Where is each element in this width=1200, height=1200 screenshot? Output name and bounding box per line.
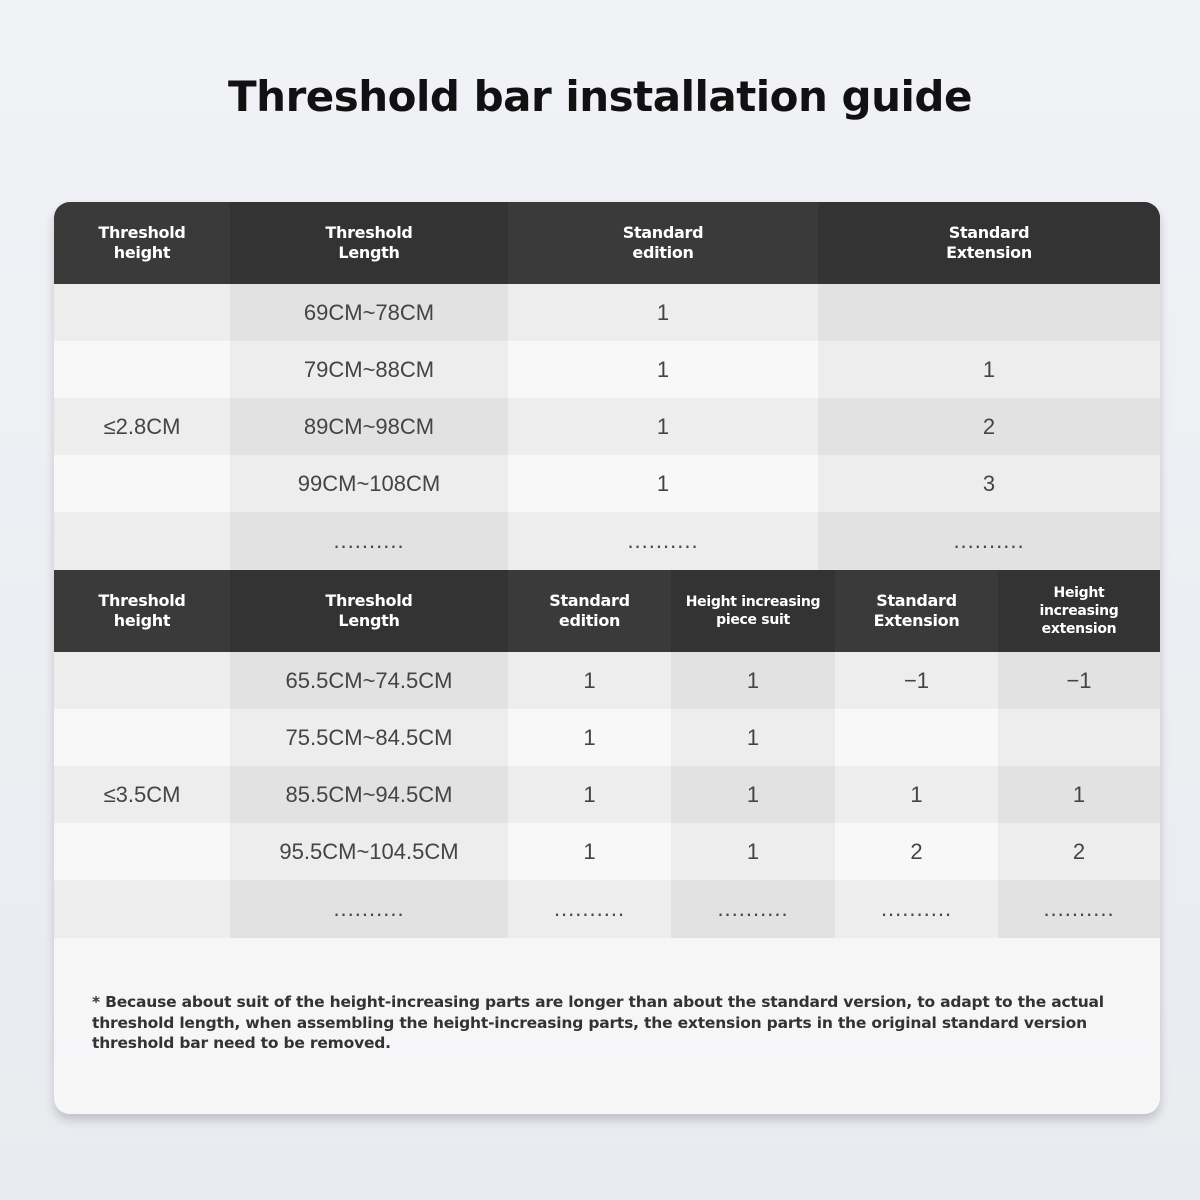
length-cell: 79CM~88CM — [230, 341, 508, 398]
standard-extension-cell: 3 — [818, 455, 1160, 512]
standard-edition-cell: 1 — [656, 470, 670, 496]
standard-edition-cell: 1 — [656, 413, 670, 439]
height-piece-suit-cell: 1 — [671, 823, 835, 880]
height-extension-cell: −1 — [998, 652, 1160, 709]
height-extension-cell: 1 — [998, 766, 1160, 823]
standard-edition-cell: 1 — [583, 724, 596, 750]
standard-edition-cell: 1 — [583, 838, 596, 864]
ellipsis-cell: .......... — [998, 880, 1160, 938]
ellipsis-cell: .......... — [671, 880, 835, 938]
page-title: Threshold bar installation guide — [228, 72, 972, 121]
length-cell: 95.5CM~104.5CM — [230, 823, 508, 880]
ellipsis-cell: .......... — [230, 512, 508, 570]
length-cell: 65.5CM~74.5CM — [230, 652, 508, 709]
threshold-height-cell: ≤3.5CM — [103, 782, 181, 807]
standard-extension-cell: 2 — [818, 398, 1160, 455]
ellipsis-cell: .......... — [880, 896, 953, 921]
footnote: * Because about suit of the height-increasing parts are longer than about the standard version, to adapt to the actual threshold length, when assembling the height-increasing parts, the extension parts in the original standard version threshold bar need to be removed. — [92, 993, 1104, 1052]
header-standard-edition: Standard edition — [549, 591, 630, 630]
ellipsis-cell: .......... — [230, 880, 508, 938]
header-threshold-length: Threshold Length — [230, 570, 508, 652]
length-cell: 69CM~78CM — [230, 284, 508, 341]
header-threshold-height: Threshold height — [98, 223, 186, 262]
table-header-row — [54, 570, 1160, 652]
threshold-height-cell: ≤2.8CM — [103, 414, 181, 439]
installation-guide-card — [54, 202, 1160, 1114]
height-piece-suit-cell: 1 — [671, 709, 835, 766]
header-standard-extension: Standard Extension — [873, 591, 960, 630]
length-cell: 85.5CM~94.5CM — [230, 766, 508, 823]
length-cell: 89CM~98CM — [230, 398, 508, 455]
header-threshold-height: Threshold height — [98, 591, 186, 630]
length-cell: 75.5CM~84.5CM — [230, 709, 508, 766]
standard-extension-cell — [835, 709, 998, 766]
header-standard-extension: Standard Extension — [818, 202, 1160, 284]
standard-extension-cell: 2 — [910, 838, 923, 864]
ellipsis-cell: .......... — [818, 512, 1160, 570]
ellipsis-cell: .......... — [553, 896, 626, 921]
ellipsis-cell: .......... — [627, 528, 699, 553]
header-height-increasing-extension: Height increasing extension — [998, 570, 1160, 652]
length-cell: 99CM~108CM — [230, 455, 508, 512]
height-piece-suit-cell: 1 — [671, 652, 835, 709]
standard-extension-cell — [818, 284, 1160, 341]
standard-extension-cell: −1 — [903, 667, 930, 693]
height-extension-cell — [998, 709, 1160, 766]
table-header-row — [54, 202, 1160, 284]
header-threshold-length: Threshold Length — [230, 202, 508, 284]
standard-edition-cell: 1 — [656, 299, 670, 325]
standard-edition-cell: 1 — [583, 781, 596, 807]
header-height-increasing-piece-suit: Height increasing piece suit — [671, 570, 835, 652]
standard-extension-cell: 1 — [818, 341, 1160, 398]
standard-edition-cell: 1 — [583, 667, 596, 693]
header-standard-edition: Standard edition — [622, 223, 704, 262]
standard-extension-cell: 1 — [910, 781, 923, 807]
height-extension-cell: 2 — [998, 823, 1160, 880]
standard-edition-cell: 1 — [656, 356, 670, 382]
height-piece-suit-cell: 1 — [671, 766, 835, 823]
